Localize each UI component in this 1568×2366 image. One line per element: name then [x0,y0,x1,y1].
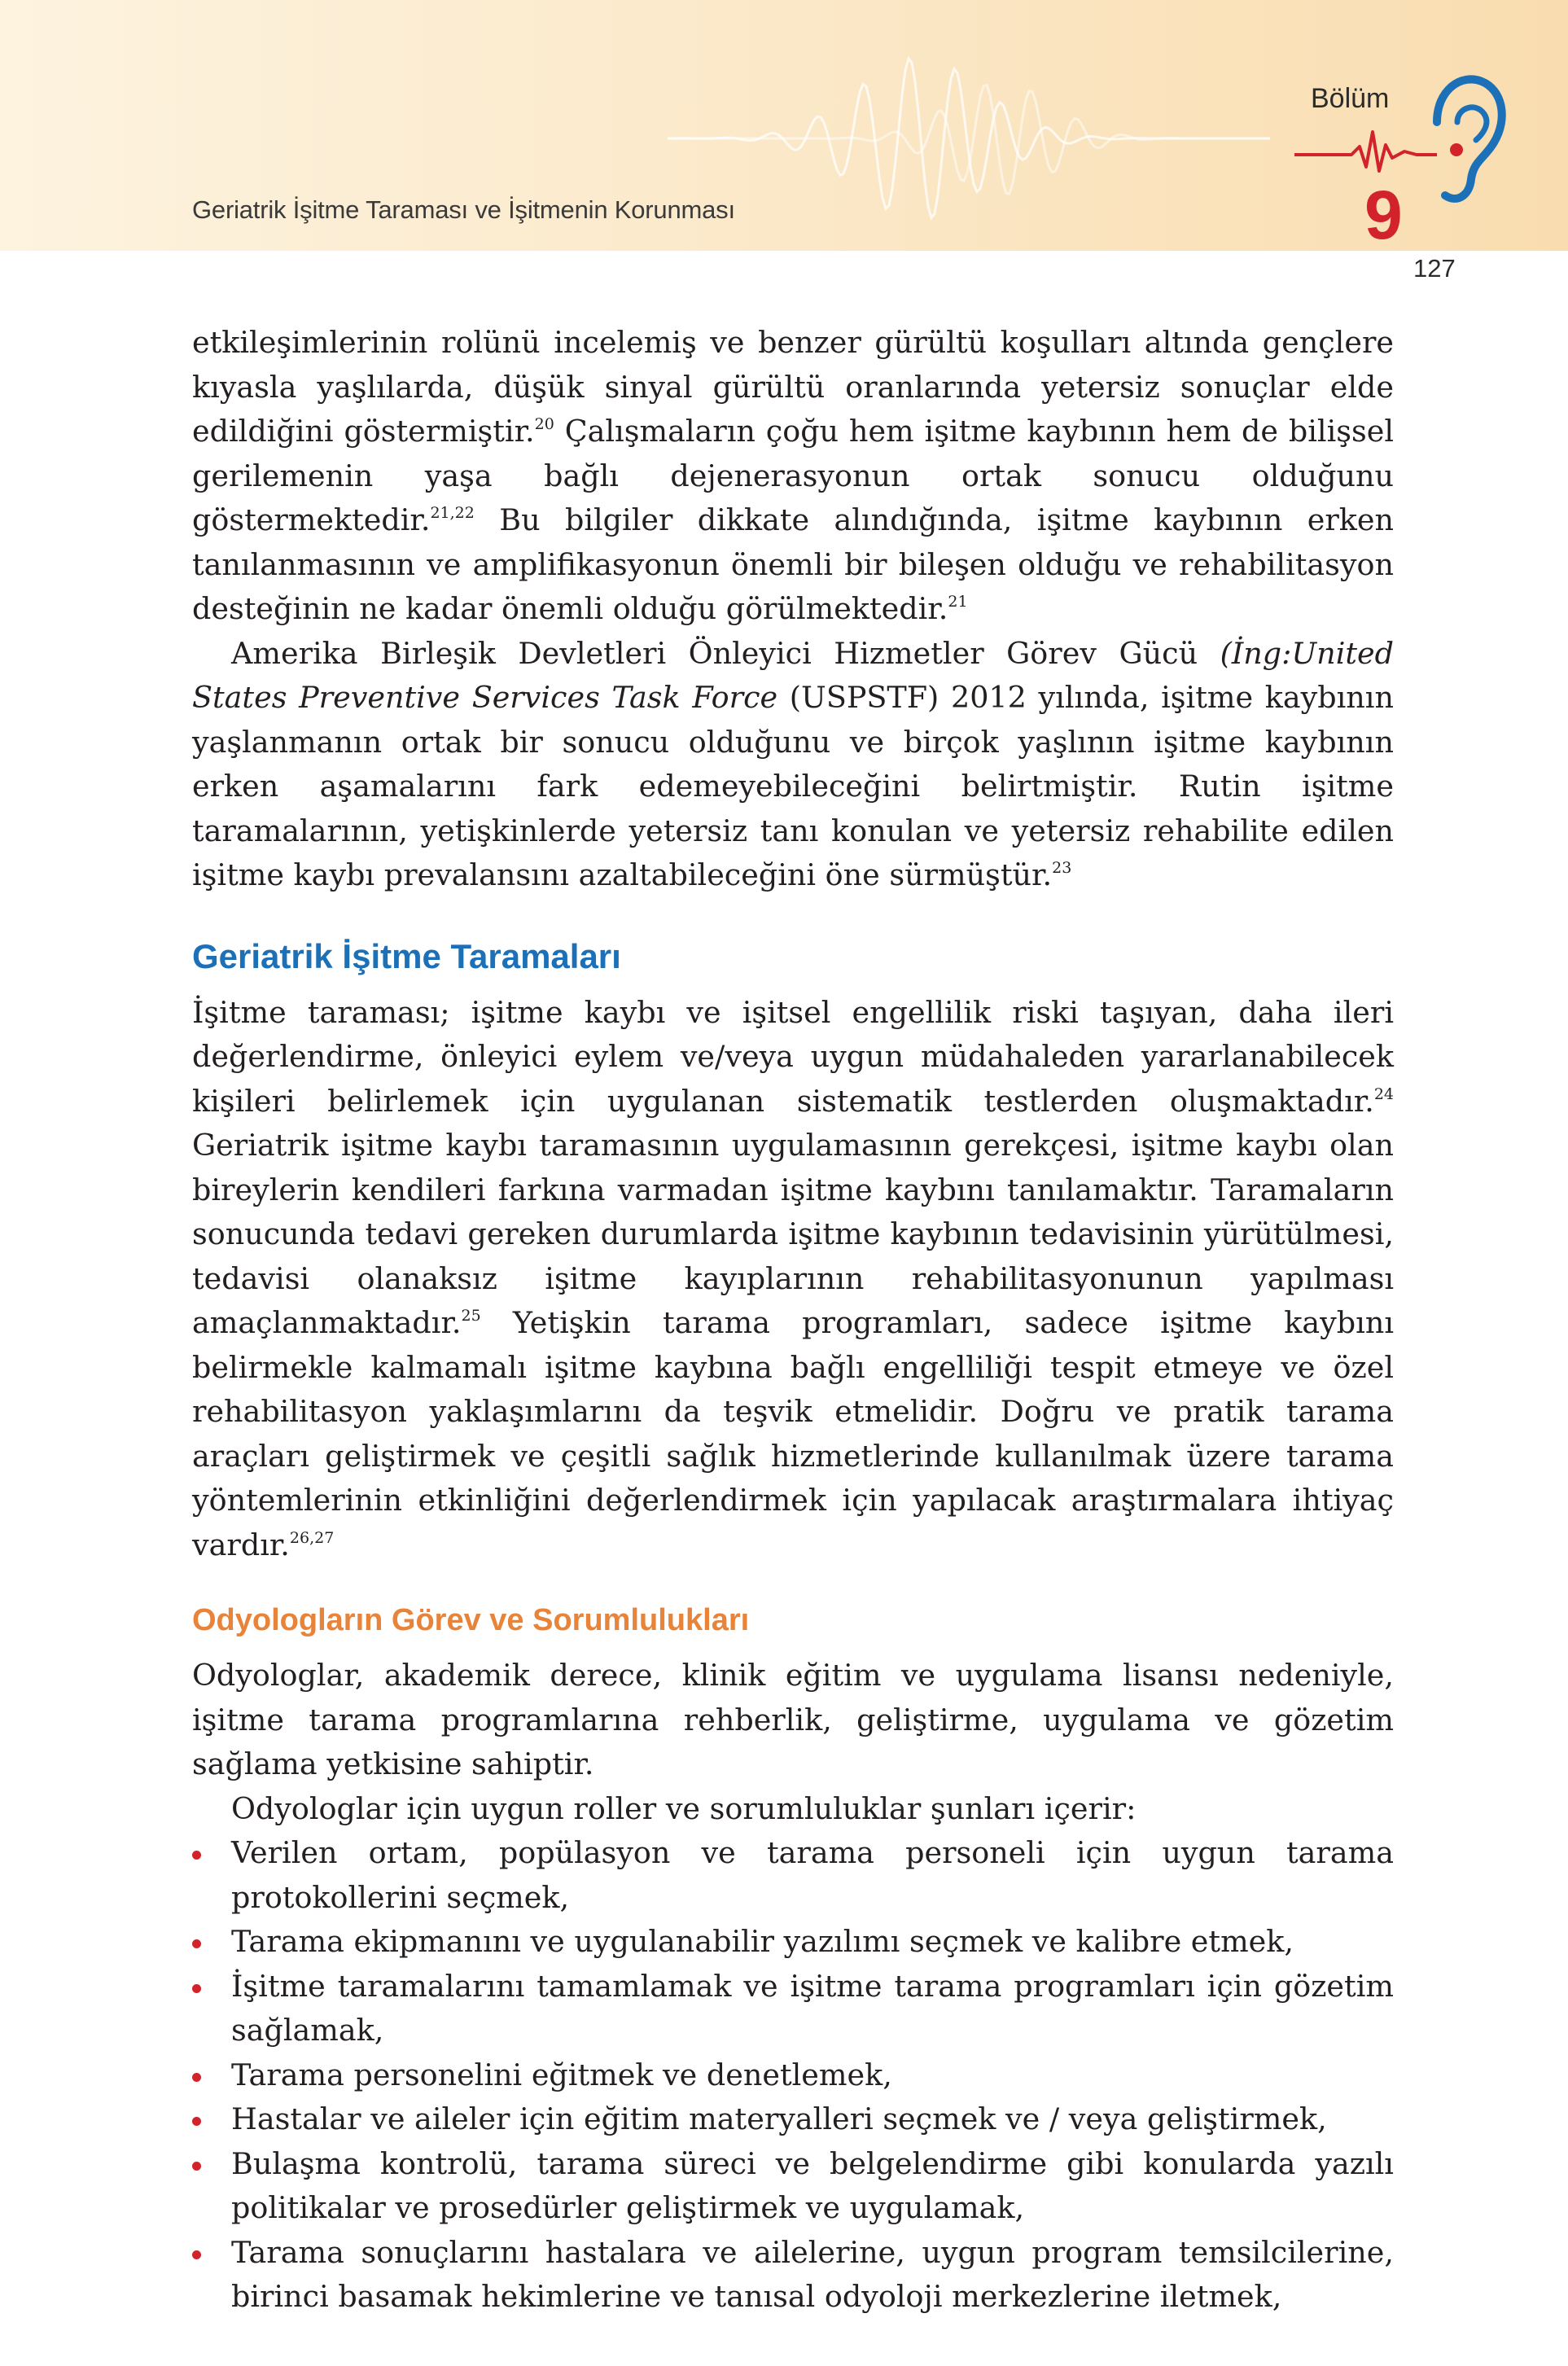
bullet-icon [192,1984,201,1993]
running-title: Geriatrik İşitme Taraması ve İşitmenin Korunması [192,195,735,224]
page-number: 127 [1413,254,1456,283]
bullet-icon [192,2073,201,2082]
citation: 21 [948,593,968,611]
citation: 23 [1052,859,1072,877]
list-item: Verilen ortam, popülasyon ve tarama personeli için uygun tarama protokollerini seçmek, [192,1831,1394,1920]
paragraph-1: etkileşimlerinin rolünü incelemiş ve benzer gürültü koşulları altında gençlere kıyasla yaşlılarda, düşük sinyal gürültü oranlarında yetersiz sonuçlar elde edildiğini göstermiştir.$^{20}$ Çalışmaların çoğu hem işitme kaybının hem de bilişsel gerilemenin yaşa bağlı dejenerasyonun ortak sonucu olduğunu göstermektedir.$^{21,22}$ Bu bilgiler dikkate alındığında, işitme kaybının erken tanılanmasının ve amplifikasyonun önemli bir bileşen olduğu ve rehabilitasyon desteğinin ne kadar önemli olduğu görülmektedir.$^{21}$ [192,325,1395,626]
list-item: Hastalar ve aileler için eğitim materyalleri seçmek ve / veya geliştirmek, [192,2097,1394,2142]
citation: 24 [1373,1084,1394,1103]
bullet-icon [192,1939,201,1948]
list-item: Tarama ekipmanını ve uygulanabilir yazılımı seçmek ve kalibre etmek, [192,1920,1394,1965]
page-content [192,321,1394,2320]
paragraph-4: Odyologlar, akademik derece, klinik eğitim ve uygulama lisansı nedeniyle, işitme tarama programlarına rehberlik, geliştirme, uygulama ve gözetim sağlama yetkisine sahiptir. [192,1658,1394,1781]
chapter-number: 9 [1364,177,1403,253]
citation: 20 [534,415,554,433]
list-item: Tarama sonuçlarını hastalara ve ailelerine, uygun program temsilcilerine, birinci basamak hekimlerine ve tanısal odyoloji merkezlerine iletmek, [192,2231,1394,2320]
paragraph-3: İşitme taraması; işitme kaybı ve işitsel engellilik riski taşıyan, daha ileri değerlendirme, önleyici eylem ve/veya uygun müdahaleden yararlanabilecek kişileri belirlemek için uygulanan sistematik testlerden oluşmaktadır.$^{24}$ Geriatrik işitme kaybı taramasının uygulamasının gerekçesi, işitme kaybı olan bireylerin kendileri farkına varmadan işitme kaybını tanılamaktır. Taramaların sonucunda tedavi gereken durumlarda işitme kaybının tedavisinin yürütülmesi, tedavisi olanaksız işitme kayıplarının rehabilitasyonunun yapılması amaçlanmaktadır.$^{25}$ Yetişkin tarama programları, sadece işitme kaybını belirmekle kalmamalı işitme kaybına bağlı engelliliği tespit etmeye ve özel rehabilitasyon yaklaşımlarını da teşvik etmelidir. Doğru ve pratik tarama araçları geliştirmek ve çeşitli sağlık hizmetlerinde kullanılmak üzere tarama yöntemlerinin etkinliğini değerlendirmek için yapılacak araştırmalara ihtiyaç vardır.$^{26,27}$ [192,994,1394,1562]
bullet-icon [192,2162,201,2171]
italic-term: (İng:United States Preventive Services Task Force [192,635,1394,715]
citation: 25 [461,1307,481,1325]
bullet-icon [192,1851,201,1860]
citation: 21,22 [430,504,475,522]
citation: 26,27 [289,1528,335,1547]
ear-icon [1413,65,1510,212]
bullet-icon [192,2117,201,2126]
list-item: Tarama personelini eğitmek ve denetlemek, [192,2053,1394,2098]
section-heading-screening: Geriatrik İşitme Taramaları [192,936,621,975]
list-item: İşitme taramalarını tamamlamak ve işitme tarama programları için gözetim sağlamak, [192,1965,1394,2053]
paragraph-5: Odyologlar için uygun roller ve sorumluluklar şunları içerir: [231,1790,1137,1826]
chapter-label: Bölüm [1311,83,1390,114]
list-item: Bulaşma kontrolü, tarama süreci ve belgelendirme gibi konularda yazılı politikalar ve prosedürler geliştirmek ve uygulamak, [192,2142,1394,2231]
responsibility-list [192,1831,1394,2320]
paragraph-2: Amerika Birleşik Devletleri Önleyici Hizmetler Görev Gücü (İng:United States Preventive Services Task Force (USPSTF) 2012 yılında, işitme kaybının yaşlanmanın ortak bir sonucu olduğunu ve birçok yaşlının işitme kaybının erken aşamalarını fark edemeyebileceğini belirtmiştir. Rutin işitme taramalarının, yetişkinlerde yetersiz tanı konulan ve yetersiz rehabilite edilen işitme kaybı prevalansını azaltabileceğini öne sürmüştür.$^{23}$ [192,635,1394,892]
section-heading-audiologists: Odyologların Görev ve Sorumlulukları [192,1603,750,1637]
bullet-icon [192,2250,201,2259]
